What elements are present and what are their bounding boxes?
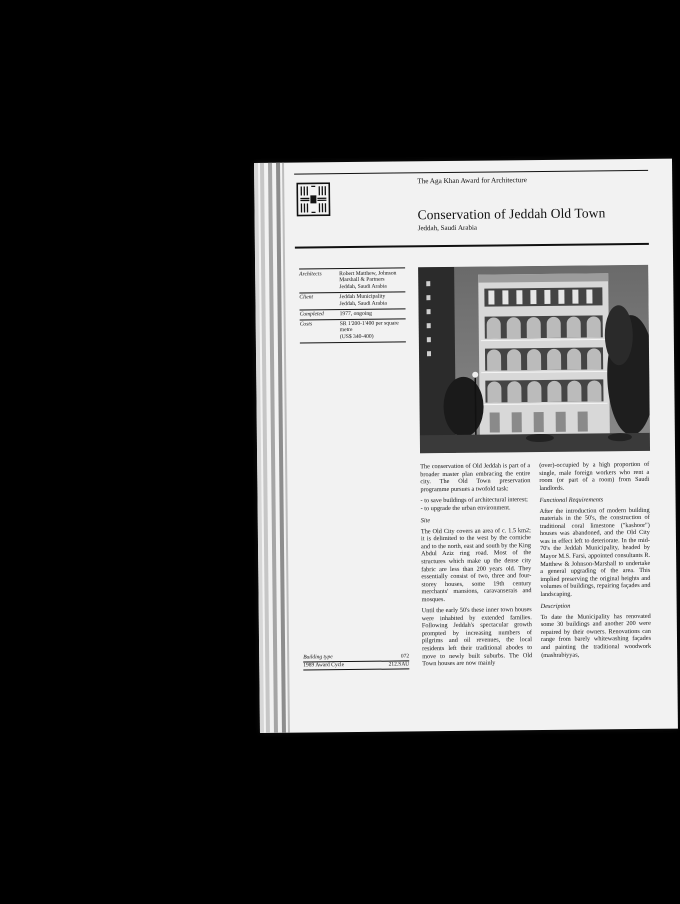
fact-row-architects <box>299 269 405 293</box>
paragraph: The conservation of Old Jeddah is part of a broader master plan embracing the entire city. The Old Town preservation programme pursues a twofold task: <box>420 462 531 493</box>
building-photo <box>418 265 650 453</box>
fact-value <box>339 270 405 290</box>
header-rule <box>295 243 649 248</box>
fact-row-client <box>299 293 405 311</box>
fact-value-line: metre <box>339 327 353 334</box>
body-column-2 <box>539 461 651 663</box>
top-rule <box>294 170 648 175</box>
document-page <box>254 159 678 733</box>
list-item: - to upgrade the urban environment. <box>420 504 511 513</box>
award-cycle-label: 1989 Award Cycle <box>303 662 345 669</box>
paragraph: Until the early 50's these inner town houses were inhabited by extended families. Following Jeddah's spectacular growth prompted by increasing numbers of pilgrims and oil revenues, the local residents left their traditional abodes to move to newly built suburbs. The Old Town houses are now mainly <box>421 606 533 668</box>
fact-value-line: Robert Matthew, Johnson <box>339 270 397 277</box>
project-facts-table <box>299 267 406 343</box>
fact-value-line: 1977, ongoing <box>339 310 372 317</box>
fact-value-line: SR 1'200-1'400 per square <box>339 320 399 327</box>
fact-value <box>339 294 405 308</box>
paragraph: (over)-occupied by a high proportion of single, male foreign workers who rent a room (or part of a room) from Saudi landlords. <box>539 460 650 492</box>
paragraph: To date the Municipality has renovated some 30 buildings and another 200 were repaired by their owners. Renovations can range from barely whitewashing façades and painting the traditional woodwork (mashrabiyyas, <box>540 612 652 659</box>
fact-label: Completed <box>299 311 324 318</box>
fact-value-line: Jeddah, Saudi Arabia <box>339 283 387 291</box>
fact-value <box>340 320 406 340</box>
fact-value-line: Marshall & Partners <box>339 277 385 284</box>
fact-value <box>340 310 406 317</box>
page-title: Conservation of Jeddah Old Town <box>417 205 606 223</box>
building-type-label: Building type <box>303 654 333 661</box>
building-photo-icon <box>418 265 650 453</box>
fact-value-line: Jeddah, Saudi Arabia <box>339 300 387 307</box>
aga-khan-logo-icon <box>296 182 330 216</box>
body-column-1 <box>420 462 532 672</box>
project-location: Jeddah, Saudi Arabia <box>417 223 478 233</box>
building-classification <box>303 653 409 670</box>
fact-row-costs <box>300 319 406 343</box>
paragraph: After the introduction of modern building materials in the 50's, the construction of traditional coral limestone ("kashoor") houses was abandoned, and the Old City was in effect left to deteriorate. In the mid-70's the Jeddah Municipality, headed by Mayor M.S. Farsi, appointed consultants R. Matthew & Johnson-Marshall to undertake a general upgrading of the area. This implied preserving the original heights and volumes of buildings, repairing façades and landscaping. <box>539 506 651 598</box>
footer-rule <box>303 668 409 670</box>
section-heading-description: Description <box>540 603 571 611</box>
section-heading-site: Site <box>420 517 431 525</box>
paragraph: The Old City covers an area of c. 1.5 km2; it is delimited to the west by the corniche and to the north, east and south by the King Abdul Aziz ring road. Most of the structures which make up the dense city fabric are less than 200 years old. They essentially consist of two, three and four-storey houses, some 19th century merchants' mansions, caravanserais and mosques. <box>420 526 532 604</box>
list-item: - to save buildings of architectural interest; <box>420 496 528 505</box>
section-heading-functional-requirements: Functional Requirements <box>539 496 604 505</box>
award-cycle-value: 212.SAU <box>388 661 410 668</box>
fact-label: Client <box>299 294 314 301</box>
building-type-value: 072 <box>400 653 410 660</box>
fact-value-line: (US$ 340-400) <box>339 333 374 341</box>
fact-label: Architects <box>299 271 322 278</box>
fact-label: Costs <box>299 321 313 328</box>
fact-value-line: Jeddah Municipality <box>339 293 386 301</box>
award-name: The Aga Khan Award for Architecture <box>417 176 527 186</box>
